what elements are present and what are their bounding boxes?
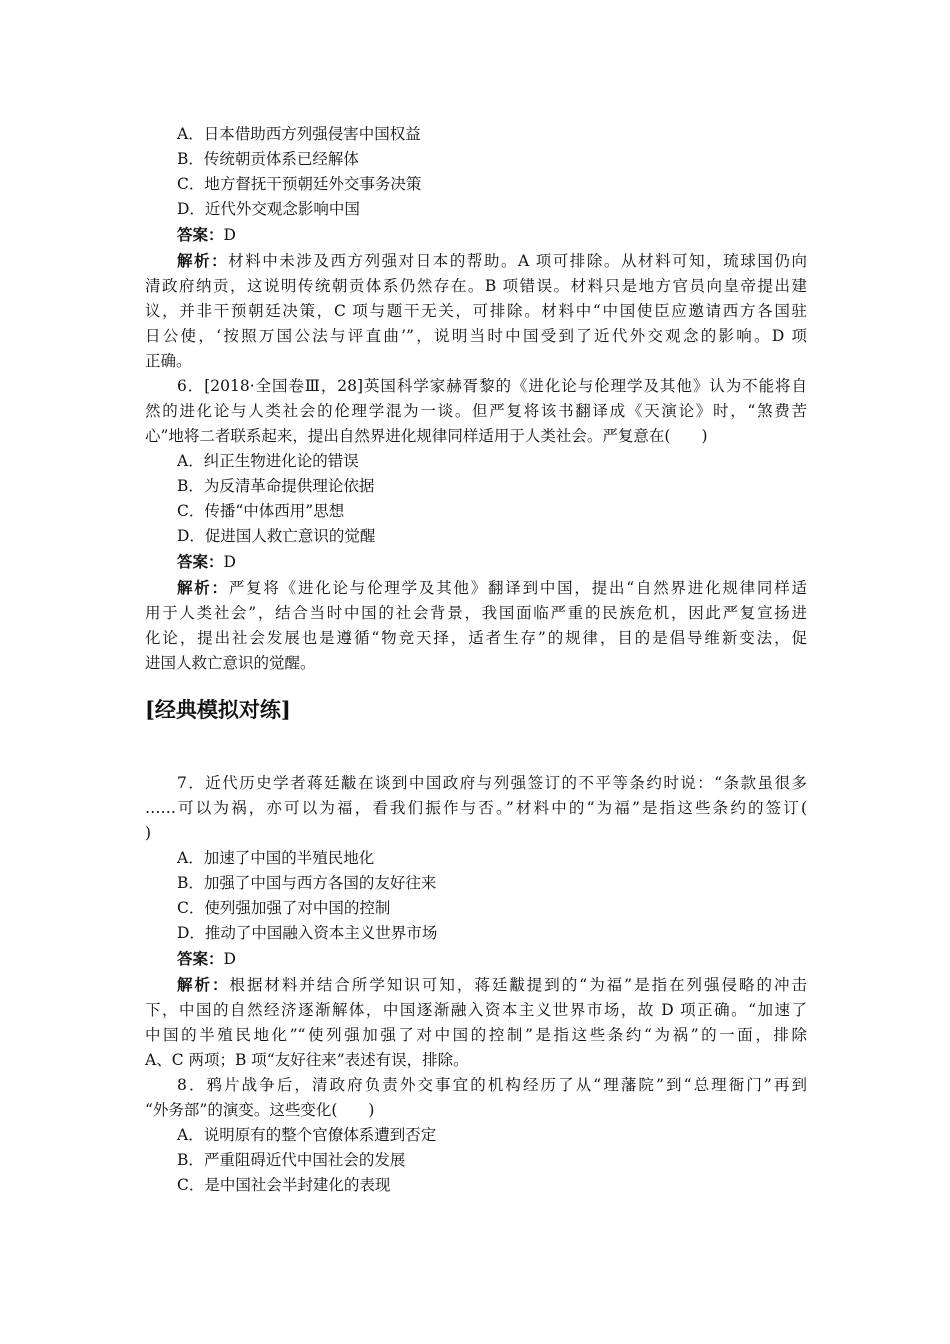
q8-option-b: B．严重阻碍近代中国社会的发展 <box>177 1151 406 1169</box>
q5-analysis <box>145 248 807 374</box>
q7-option-a: A．加速了中国的半殖民地化 <box>177 849 375 867</box>
q7-answer-label: 答案： <box>177 949 224 968</box>
q6-option-a: A．纠正生物进化论的错误 <box>177 452 359 470</box>
q7-analysis-label: 解析： <box>177 975 230 994</box>
q7-stem-line: ) <box>145 824 152 842</box>
q7-analysis-line: 解析：根据材料并结合所学知识可知，蒋廷黻提到的“为福”是指在列强侵略的冲击 <box>177 975 807 994</box>
q5-option-c: C．地方督抚干预朝廷外交事务决策 <box>177 175 422 193</box>
q6-options <box>145 449 807 549</box>
q5-analysis-line: 议，并非干预朝廷决策，C 项与题干无关，可排除。材料中“中国使臣应邀请西方各国驻 <box>145 302 807 320</box>
q6-stem <box>145 374 807 449</box>
q5-analysis-line: 正确。 <box>145 352 192 370</box>
q7-analysis-line: 中国的半殖民地化”“使列强加强了对中国的控制”是指这些条约“为祸”的一面，排除 <box>145 1026 807 1044</box>
q7-answer <box>145 946 807 972</box>
q7-stem <box>145 771 807 846</box>
document-page <box>145 122 807 1198</box>
q7-options <box>145 846 807 946</box>
q8-options <box>145 1123 807 1198</box>
q8-stem-line: 8．鸦片战争后，清政府负责外交事宜的机构经历了从“理藩院”到“总理衙门”再到 <box>177 1076 807 1094</box>
q6-option-b: B．为反清革命提供理论依据 <box>177 477 375 495</box>
q6-analysis-line: 用于人类社会”，结合当时中国的社会背景，我国面临严重的民族危机，因此严复宣扬进 <box>145 604 807 622</box>
q5-analysis-line: 清政府纳贡，这说明传统朝贡体系仍然存在。B 项错误。材料只是地方官员向皇帝提出建 <box>145 277 807 295</box>
q5-option-d: D．近代外交观念影响中国 <box>177 200 360 218</box>
q6-answer-label: 答案： <box>177 552 224 571</box>
q7-stem-line: ……可以为祸，亦可以为福，看我们振作与否。”材料中的“为福”是指这些条约的签订( <box>145 799 807 817</box>
q7-option-b: B．加强了中国与西方各国的友好往来 <box>177 874 437 892</box>
q7-option-c: C．使列强加强了对中国的控制 <box>177 899 391 917</box>
q6-analysis-label: 解析： <box>177 578 229 597</box>
q7-analysis-line: A、C 两项；B 项“友好往来”表述有误，排除。 <box>145 1051 469 1069</box>
q7-option-d: D．推动了中国融入资本主义世界市场 <box>177 924 438 942</box>
q6-analysis-line: 化论，提出社会发展也是遵循“物竞天择，适者生存”的规律，目的是倡导维新变法，促 <box>145 629 807 647</box>
q7-stem-line: 7．近代历史学者蒋廷黻在谈到中国政府与列强签订的不平等条约时说：“条款虽很多 <box>177 774 807 792</box>
q6-answer <box>145 549 807 575</box>
q5-answer-label: 答案： <box>177 225 224 244</box>
q8-option-c: C．是中国社会半封建化的表现 <box>177 1176 391 1194</box>
q5-answer-value: D <box>223 226 236 244</box>
q5-answer <box>145 222 807 248</box>
q8-stem <box>145 1073 807 1123</box>
q7-analysis-line: 下，中国的自然经济逐渐解体，中国逐渐融入资本主义世界市场，故 D 项正确。“加速了 <box>145 1001 807 1019</box>
q5-options <box>145 122 807 222</box>
q7-analysis <box>145 972 807 1073</box>
q8-option-a: A．说明原有的整个官僚体系遭到否定 <box>177 1126 437 1144</box>
section-title: [经典模拟对练] <box>145 697 291 722</box>
q5-option-a: A．日本借助西方列强侵害中国权益 <box>177 125 421 143</box>
q6-analysis <box>145 575 807 676</box>
q6-answer-value: D <box>223 553 236 571</box>
q5-analysis-line: 解析：材料中未涉及西方列强对日本的帮助。A 项可排除。从材料可知，琉球国仍向 <box>177 251 807 270</box>
q6-option-d: D．促进国人救亡意识的觉醒 <box>177 527 376 545</box>
q6-option-c: C．传播“中体西用”思想 <box>177 502 345 520</box>
q6-stem-line: 6．[2018·全国卷Ⅲ，28]英国科学家赫胥黎的《进化论与伦理学及其他》认为不能将自 <box>177 377 807 395</box>
q6-analysis-line: 解析：严复将《进化论与伦理学及其他》翻译到中国，提出“自然界进化规律同样适 <box>177 578 807 597</box>
q6-analysis-line: 进国人救亡意识的觉醒。 <box>145 654 316 672</box>
q8-stem-line: “外务部”的演变。这些变化( ) <box>145 1101 375 1119</box>
q6-stem-line: 然的进化论与人类社会的伦理学混为一谈。但严复将该书翻译成《天演论》时，“煞费苦 <box>145 402 807 420</box>
q7-answer-value: D <box>223 950 236 968</box>
q5-analysis-line: 日公使，‘按照万国公法与评直曲’”，说明当时中国受到了近代外交观念的影响。D 项 <box>145 327 807 345</box>
q5-analysis-label: 解析： <box>177 251 229 270</box>
q6-stem-line: 心”地将二者联系起来，提出自然界进化规律同样适用于人类社会。严复意在( ) <box>145 427 708 445</box>
q5-option-b: B．传统朝贡体系已经解体 <box>177 150 359 168</box>
